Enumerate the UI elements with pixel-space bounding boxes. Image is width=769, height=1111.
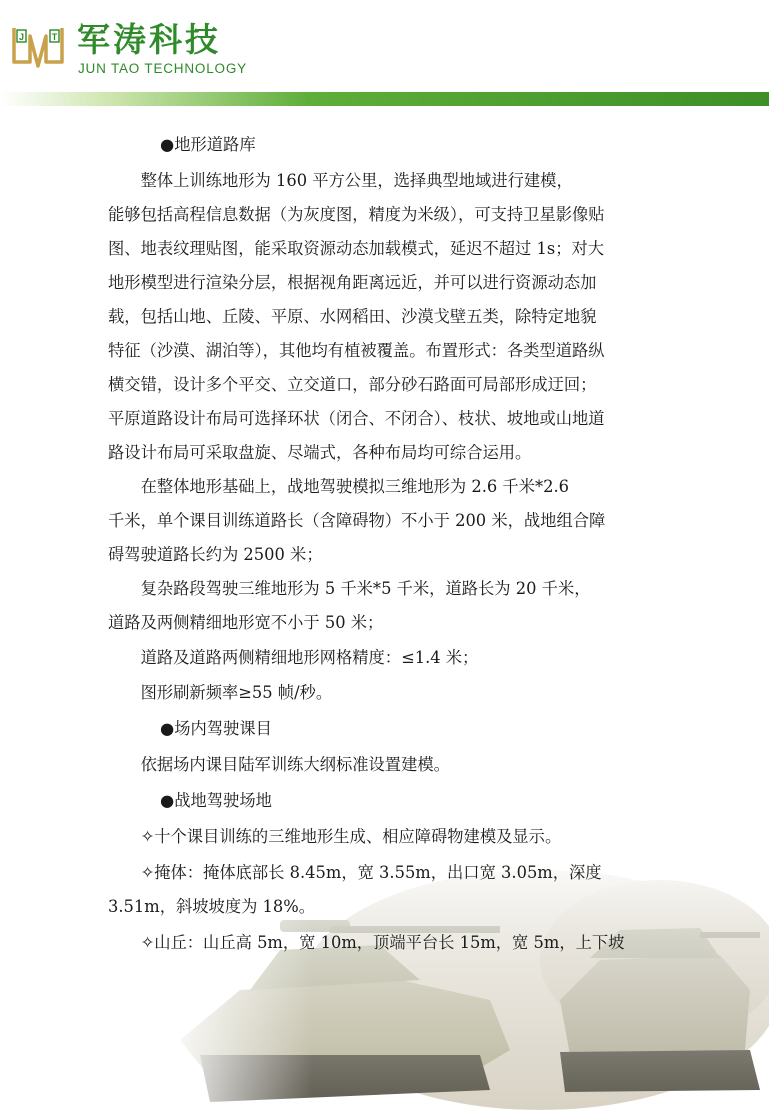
paragraph-line: 横交错，设计多个平交、立交道口，部分砂石路面可局部形成迂回； [108,375,597,394]
logo-letter-t: T [51,32,58,42]
paragraph-line: 载，包括山地、丘陵、平原、水网稻田、沙漠戈壁五类，除特定地貌 [108,307,597,326]
header-divider-bar [0,92,769,106]
section-heading-field: ●场内驾驶课目 [160,719,272,738]
paragraph-line: ✧掩体：掩体底部长 8.45m，宽 3.55m，出口宽 3.05m，深度 [108,863,602,882]
paragraph-line: 图、地表纹理贴图，能采取资源动态加载模式，延迟不超过 1s；对大 [108,239,605,258]
paragraph-line: 碍驾驶道路长约为 2500 米； [108,545,323,564]
paragraph-line: ✧十个课目训练的三维地形生成、相应障碍物建模及显示。 [108,827,562,846]
paragraph-line: 依据场内课目陆军训练大纲标准设置建模。 [108,755,450,774]
paragraph-line: 特征（沙漠、湖泊等），其他均有植被覆盖。布置形式：各类型道路纵 [108,341,605,360]
paragraph-line: 在整体地形基础上，战地驾驶模拟三维地形为 2.6 千米*2.6 [108,477,570,496]
logo-letter-j: J [18,32,25,42]
company-logo-icon [8,22,70,74]
company-name-cn: 军涛科技 [77,20,221,59]
paragraph-line: 3.51m，斜坡坡度为 18%。 [108,897,316,916]
company-name-en: JUN TAO TECHNOLOGY [78,61,247,76]
paragraph-line: 整体上训练地形为 160 平方公里，选择典型地域进行建模， [108,171,573,190]
paragraph-line: ✧山丘：山丘高 5m，宽 10m，顶端平台长 15m，宽 5m，上下坡 [108,933,625,952]
paragraph-line: 地形模型进行渲染分层，根据视角距离远近，并可以进行资源动态加 [108,273,597,292]
paragraph-line: 能够包括高程信息数据（为灰度图，精度为米级），可支持卫星影像贴 [108,205,605,224]
section-heading-battlefield: ●战地驾驶场地 [160,791,272,810]
paragraph-line: 路设计布局可采取盘旋、尽端式，各种布局均可综合运用。 [108,443,532,462]
paragraph-line: 图形刷新频率≥55 帧/秒。 [108,683,333,702]
paragraph-line: 平原道路设计布局可选择环状（闭合、不闭合）、枝状、坡地或山地道 [108,409,605,428]
section-heading-terrain: ●地形道路库 [160,135,256,154]
paragraph-line: 道路及两侧精细地形宽不小于 50 米； [108,613,384,632]
paragraph-line: 千米，单个课目训练道路长（含障碍物）不小于 200 米，战地组合障 [108,511,606,530]
page-header [0,0,769,108]
paragraph-line: 道路及道路两侧精细地形网格精度：≤1.4 米； [108,648,479,667]
paragraph-line: 复杂路段驾驶三维地形为 5 千米*5 千米，道路长为 20 千米， [108,579,591,598]
